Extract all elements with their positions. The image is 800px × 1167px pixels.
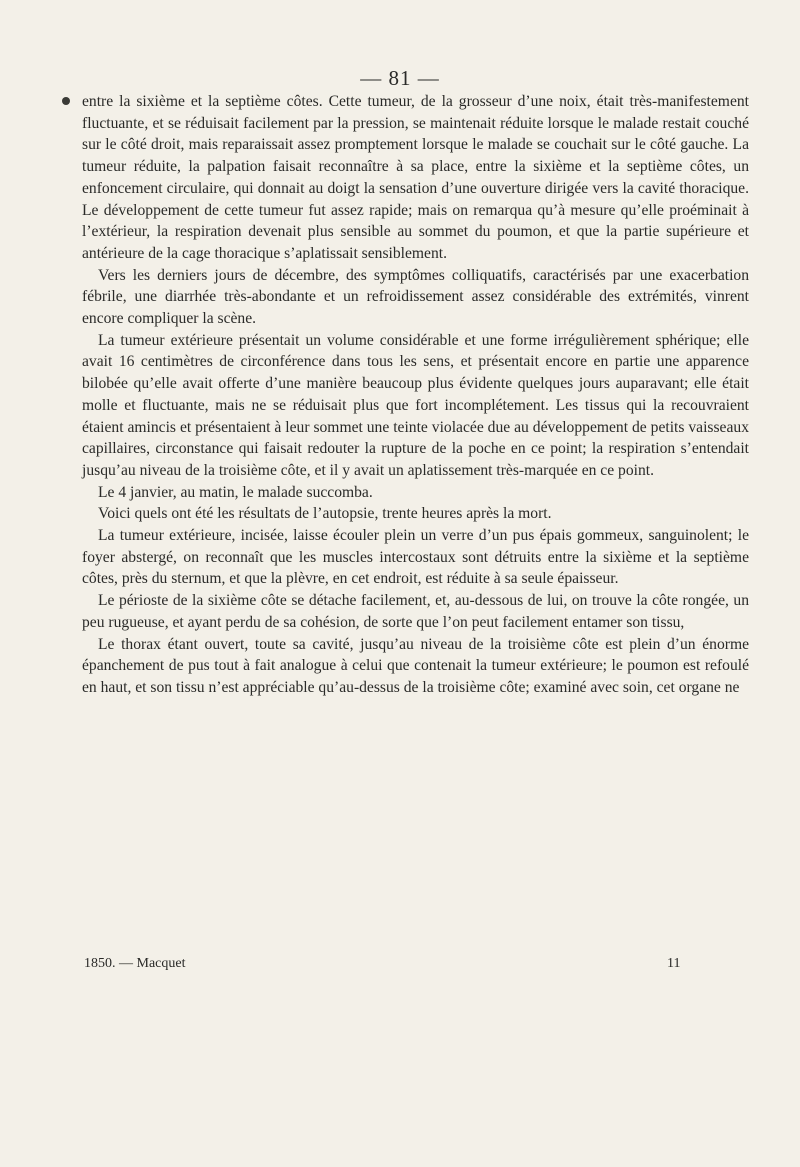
paragraph: Le périoste de la sixième côte se détache facilement, et, au-dessous de lui, on trouve la côte rongée, un peu rugueuse, et ayant perdu de sa cohésion, de sorte que l’on peut facilement entamer son tissu,	[82, 592, 749, 631]
body-text	[82, 91, 749, 699]
printer-signature: 1850. — Macquet	[84, 956, 186, 971]
paragraph: Le 4 janvier, au matin, le malade succomba.	[98, 483, 373, 501]
paragraph: La tumeur extérieure, incisée, laisse écouler plein un verre d’un pus épais gommeux, sanguinolent; le foyer abstergé, on reconnaît que les muscles intercostaux sont détruits entre la sixième et la septième côtes, près du sternum, et que la plèvre, en cet endroit, est réduite à sa seule épaisseur.	[82, 527, 749, 588]
paragraph: Voici quels ont été les résultats de l’autopsie, trente heures après la mort.	[98, 505, 552, 523]
paragraph: La tumeur extérieure présentait un volume considérable et une forme irrégulièrement sphérique; elle avait 16 centimètres de circonférence dans tous les sens, et présentait encore en partie une apparence bilobée qu’elle avait offerte d’une manière beaucoup plus évidente quelques jours auparavant; elle était molle et fluctuante, mais ne se réduisait plus que fort incomplétement. Les tissus qui la recouvraient étaient amincis et présentaient à leur sommet une teinte violacée due au développement de petits vaisseaux capillaires, circonstance qui faisait redouter la rupture de la poche en ce point; la respiration s’entendait jusqu’au niveau de la troisième côte, et il y avait un aplatissement très-marquée en ce point.	[82, 331, 749, 479]
page-number: — 81 —	[360, 66, 440, 90]
sheet-number: 11	[667, 956, 681, 971]
paragraph: entre la sixième et la septième côtes. Cette tumeur, de la grosseur d’une noix, était très-manifestement fluctuante, et se réduisait facilement par la pression, se maintenait réduite lorsque le malade restait couché sur le côté droit, mais reparaissait assez promptement lorsque le malade se couchait sur le côté gauche. La tumeur réduite, la palpation faisait reconnaître à sa place, entre la sixième et la septième côtes, un enfoncement circulaire, qui donnait au doigt la sensation d’une ouverture dirigée vers la cavité thoracique. Le développement de cette tumeur fut assez rapide; mais on remarqua qu’à mesure qu’elle proéminait à l’extérieur, la respiration devenait plus sensible au sommet du poumon, et que la partie supérieure et antérieure de la cage thoracique s’aplatissait sensiblement.	[82, 93, 749, 262]
ink-spot	[62, 97, 70, 105]
paragraph: Vers les derniers jours de décembre, des symptômes colliquatifs, caractérisés par une exacerbation fébrile, une diarrhée très-abondante et un refroidissement assez considérable des extrémités, vinrent encore compliquer la scène.	[82, 266, 749, 328]
paragraph: Le thorax étant ouvert, toute sa cavité, jusqu’au niveau de la troisième côte est plein d’un énorme épanchement de pus tout à fait analogue à celui que contenait la tumeur extérieure; le poumon est refoulé en haut, et son tissu n’est appréciable qu’au-dessus de la troisième côte; examiné avec soin, cet organe ne	[82, 635, 749, 696]
